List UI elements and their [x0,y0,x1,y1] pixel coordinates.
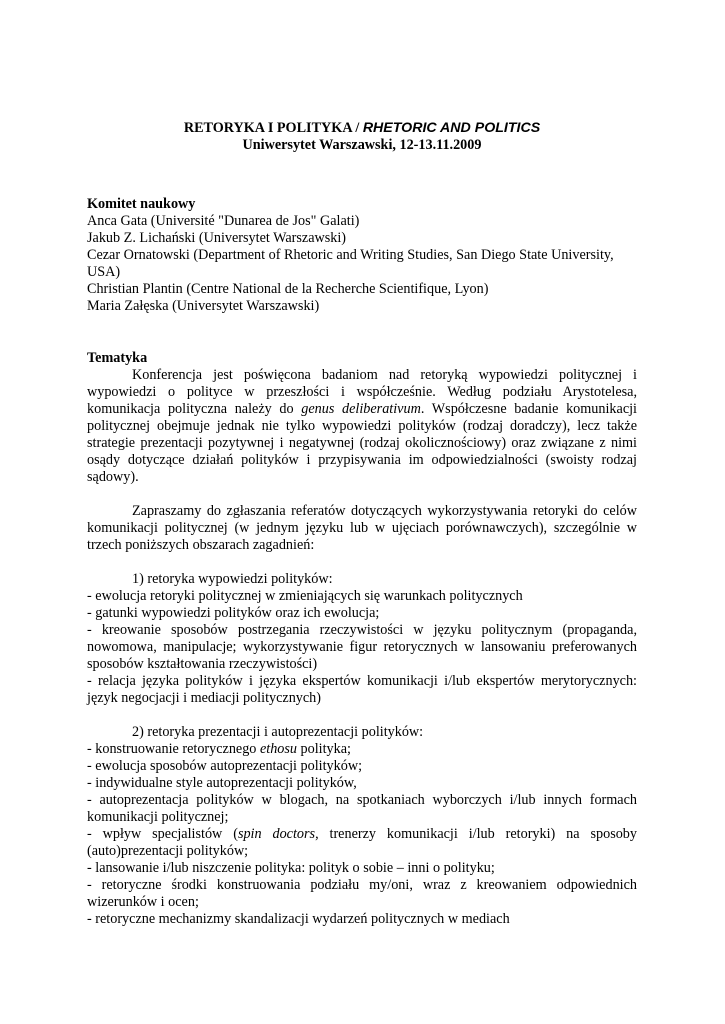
section-1-item: - ewolucja retoryki politycznej w zmieniających się warunkach politycznych [87,588,523,604]
document-title [87,120,637,137]
topics-paragraph-1: Konferencja jest poświęcona badaniom nad retoryką wypowiedzi politycznej i wypowiedzi o polityce w przeszłości i współcześnie. Według podziału Arystotelesa, komunikacja polityczna należy do genus deliberativum. Współczesne badanie komunikacji politycznej obejmuje jednak nie tylko wypowiedzi polityków (rodzaj doradczy), lecz także strategie prezentacji pozytywnej i negatywnej (rodzaj okolicznościowy) oraz związane z nimi osądy dotyczące działań polityków i przypisywania im odpowiedzialności (swoisty rodzaj sądowy). [87,367,637,485]
section-1-heading: 1) retoryka wypowiedzi polityków: [132,571,333,587]
committee-heading: Komitet naukowy [87,196,196,212]
topics-heading: Tematyka [87,350,148,366]
section-1-item: - relacja języka polityków i języka ekspertów komunikacji i/lub ekspertów merytorycznych: język negocjacji i mediacji politycznych) [87,673,637,706]
section-2-item: - autoprezentacja polityków w blogach, na spotkaniach wyborczych i/lub innych formach komunikacji politycznej; [87,792,637,825]
committee-member: Anca Gata (Université "Dunarea de Jos" Galati) [87,213,360,229]
section-2-item: - retoryczne środki konstruowania podziału my/oni, wraz z kreowaniem odpowiednich wizerunków i ocen; [87,877,637,910]
committee-member: Maria Załęska (Universytet Warszawski) [87,298,320,314]
section-2-item: - wpływ specjalistów (spin doctors, trenerzy komunikacji i/lub retoryki) na sposoby (auto)prezentacji polityków; [87,826,637,859]
latin-term: genus deliberativum [301,401,421,417]
document-content [87,120,637,928]
committee-member: Jakub Z. Lichański (Universytet Warszawski) [87,230,347,246]
section-2-item: - indywidualne style autoprezentacji polityków, [87,775,357,791]
section-2-heading: 2) retoryka prezentacji i autoprezentacji polityków: [132,724,424,740]
section-1-item: - gatunki wypowiedzi polityków oraz ich ewolucja; [87,605,380,621]
section-2-item: - ewolucja sposobów autoprezentacji polityków; [87,758,363,774]
title-english: RHETORIC AND POLITICS [362,120,541,136]
document-subtitle: Uniwersytet Warszawski, 12-13.11.2009 [242,137,482,153]
topics-paragraph-2: Zapraszamy do zgłaszania referatów dotyczących wykorzystywania retoryki do celów komunikacji politycznej (w jednym języku lub w ujęciach porównawczych), szczególnie w trzech poniższych obszarach zagadnień: [87,503,637,553]
committee-member: Christian Plantin (Centre National de la Recherche Scientifique, Lyon) [87,281,489,297]
title-polish: RETORYKA I POLITYKA / [183,120,363,136]
section-2-item: - retoryczne mechanizmy skandalizacji wydarzeń politycznych w mediach [87,911,510,927]
section-1-item: - kreowanie sposobów postrzegania rzeczywistości w języku politycznym (propaganda, nowomowa, manipulacje; wykorzystywanie figur retorycznych w lansowaniu preferowanych sposobów kształtowania rzeczywistości) [87,622,637,672]
committee-member: Cezar Ornatowski (Department of Rhetoric and Writing Studies, San Diego State University, USA) [87,247,614,280]
section-2-item: - lansowanie i/lub niszczenie polityka: polityk o sobie – inni o polityku; [87,860,495,876]
section-2-item: - konstruowanie retorycznego ethosu polityka; [87,741,351,757]
